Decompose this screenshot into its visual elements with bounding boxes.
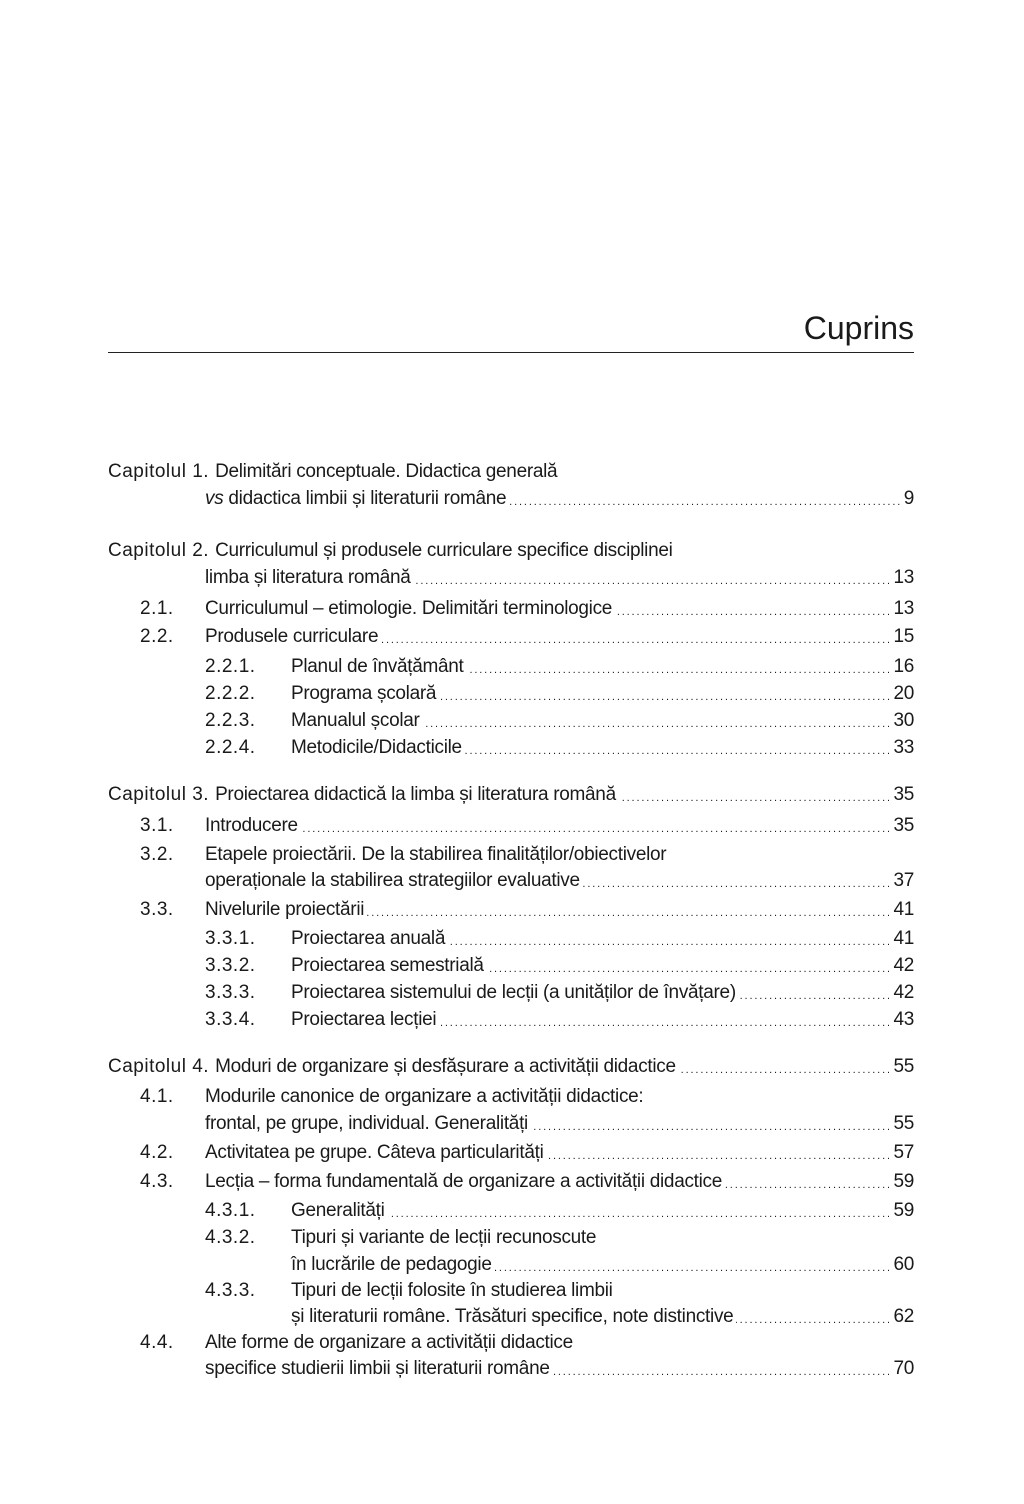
- toc-entry-title: [291, 1253, 492, 1277]
- toc-entry-emphasis: vs: [205, 488, 224, 509]
- dot-leader: [465, 736, 890, 760]
- toc-entry-page: 42: [893, 982, 914, 1003]
- toc-entry-text: operaționale la stabilirea strategiilor evaluative: [205, 870, 580, 891]
- dot-leader: [381, 625, 889, 649]
- toc-entry-text: Planul de învățământ: [291, 656, 464, 677]
- toc-entry-text: Manualul școlar: [291, 710, 420, 731]
- toc-entry-line[interactable]: [205, 625, 914, 649]
- toc-entry-page: 43: [893, 1009, 914, 1030]
- toc-entry-page: 59: [893, 1171, 914, 1192]
- toc-entry-number: 4.1.: [140, 1086, 174, 1107]
- toc-entry-line[interactable]: [205, 814, 914, 838]
- toc-entry-title: [291, 1305, 733, 1329]
- toc-entry-number: 3.3.1.: [205, 928, 256, 949]
- toc-entry-line[interactable]: [205, 597, 914, 621]
- title-rule: [108, 352, 914, 353]
- toc-entry-page: 30: [893, 710, 914, 731]
- toc-entry-text: Proiectarea sistemului de lecții (a unităților de învățare): [291, 982, 736, 1003]
- toc-entry-title: [291, 709, 420, 733]
- toc-entry-page: 41: [893, 928, 914, 949]
- toc-entry-line[interactable]: [291, 655, 914, 679]
- toc-entry-line[interactable]: [215, 783, 914, 807]
- toc-entry-text: Proiectarea didactică la limba și literatura română: [215, 784, 616, 805]
- toc-entry-line[interactable]: [205, 566, 914, 590]
- toc-entry-page: 55: [893, 1056, 914, 1077]
- toc-entry-line[interactable]: [291, 1008, 914, 1032]
- toc-entry-number: 4.4.: [140, 1332, 174, 1353]
- dot-leader: [423, 709, 890, 733]
- toc-entry-line[interactable]: [291, 1226, 914, 1250]
- toc-entry-line[interactable]: [205, 1141, 914, 1165]
- toc-entry-line[interactable]: [205, 1170, 914, 1194]
- toc-entry-number: Capitolul 3.: [108, 784, 210, 805]
- toc-entry-title: [205, 625, 378, 649]
- dot-leader: [583, 869, 890, 893]
- toc-entry-page: 15: [893, 626, 914, 647]
- toc-entry-line[interactable]: [291, 1279, 914, 1303]
- dot-leader: [367, 898, 889, 922]
- toc-entry-page: 55: [893, 1113, 914, 1134]
- toc-entry-title: [205, 1357, 550, 1381]
- toc-entry-text: didactica limbii și literaturii române: [223, 488, 507, 509]
- dot-leader: [736, 1305, 889, 1329]
- toc-entry-text: Programa școlară: [291, 683, 437, 704]
- toc-entry-number: 4.2.: [140, 1142, 174, 1163]
- dot-leader: [439, 682, 889, 706]
- toc-entry-number: 2.2.1.: [205, 656, 256, 677]
- toc-entry-line[interactable]: [205, 1331, 914, 1355]
- toc-entry-title: [291, 655, 464, 679]
- toc-entry-line[interactable]: [215, 1055, 914, 1079]
- toc-entry-number: 4.3.2.: [205, 1227, 256, 1248]
- toc-entry-text: Proiectarea lecției: [291, 1009, 437, 1030]
- dot-leader: [467, 655, 890, 679]
- toc-entry-number: Capitolul 2.: [108, 540, 210, 561]
- toc-entry-page: 13: [893, 598, 914, 619]
- toc-entry-page: 60: [893, 1254, 914, 1275]
- toc-entry-title: Tipuri de lecții folosite în studierea limbii: [291, 1280, 613, 1301]
- dot-leader: [301, 814, 890, 838]
- toc-entry-page: 42: [893, 955, 914, 976]
- toc-entry-line[interactable]: [205, 869, 914, 893]
- dot-leader: [725, 1170, 889, 1194]
- toc-entry-title: [215, 783, 616, 807]
- toc-entry-number: 2.2.4.: [205, 737, 256, 758]
- toc-entry-page: 20: [893, 683, 914, 704]
- toc-entry-title: [205, 814, 298, 838]
- toc-entry-number: 2.2.2.: [205, 683, 256, 704]
- toc-entry-line[interactable]: [291, 954, 914, 978]
- toc-entry-title: [205, 898, 364, 922]
- toc-entry-page: 9: [903, 488, 914, 509]
- toc-entry-line[interactable]: [291, 1253, 914, 1277]
- toc-entry-text: Nivelurile proiectării: [205, 899, 365, 920]
- toc-entry-title: [291, 682, 436, 706]
- toc-entry-line[interactable]: [215, 460, 914, 484]
- toc-entry-title: Curriculumul și produsele curriculare specifice disciplinei: [215, 540, 673, 561]
- toc-entry-text: Metodicile/Didacticile: [291, 737, 462, 758]
- page-title: Cuprins: [803, 310, 914, 346]
- toc-entry-line[interactable]: [205, 898, 914, 922]
- dot-leader: [439, 1008, 889, 1032]
- toc-entry-text: Activitatea pe grupe. Câteva particularități: [205, 1142, 544, 1163]
- toc-entry-page: 16: [893, 656, 914, 677]
- toc-entry-line[interactable]: [291, 682, 914, 706]
- toc-entry-title: [205, 487, 506, 511]
- toc-entry-line[interactable]: [291, 981, 914, 1005]
- toc-entry-number: 2.1.: [140, 598, 174, 619]
- toc-entry-title: [205, 869, 580, 893]
- toc-entry-number: 2.2.3.: [205, 710, 256, 731]
- toc-entry-line[interactable]: [291, 709, 914, 733]
- toc-entry-title: Delimitări conceptuale. Didactica generală: [215, 461, 558, 482]
- dot-leader: [553, 1357, 890, 1381]
- toc-entry-number: 4.3.: [140, 1171, 174, 1192]
- toc-entry-title: [215, 1055, 676, 1079]
- toc-entry-title: [291, 954, 484, 978]
- toc-entry-title: [291, 981, 736, 1005]
- toc-entry-number: 3.3.2.: [205, 955, 256, 976]
- toc-entry-text: Produsele curriculare: [205, 626, 379, 647]
- dot-leader: [495, 1253, 890, 1277]
- toc-entry-number: 3.2.: [140, 844, 174, 865]
- toc-entry-text: Introducere: [205, 815, 298, 836]
- toc-entry-line[interactable]: [205, 1112, 914, 1136]
- toc-entry-text: Curriculumul – etimologie. Delimitări terminologice: [205, 598, 613, 619]
- toc-entry-number: 3.3.3.: [205, 982, 256, 1003]
- toc-entry-line[interactable]: [291, 1305, 914, 1329]
- toc-entry-page: 62: [893, 1306, 914, 1327]
- toc-entry-page: 35: [893, 815, 914, 836]
- toc-entry-text: frontal, pe grupe, individual. Generalități: [205, 1113, 528, 1134]
- toc-entry-line[interactable]: [205, 487, 914, 511]
- toc-entry-text: Lecția – forma fundamentală de organizare a activității didactice: [205, 1171, 723, 1192]
- toc-entry-number: Capitolul 1.: [108, 461, 210, 482]
- toc-entry-text: și literaturii române. Trăsături specifice, note distinctive: [291, 1306, 734, 1327]
- toc-entry-line[interactable]: [205, 1357, 914, 1381]
- toc-entry-page: 41: [893, 899, 914, 920]
- toc-entry-line[interactable]: [205, 843, 914, 867]
- toc-entry-page: 35: [893, 784, 914, 805]
- toc-entry-title: [291, 736, 462, 760]
- toc-entry-number: 3.1.: [140, 815, 174, 836]
- dot-leader: [615, 597, 889, 621]
- dot-leader: [679, 1055, 890, 1079]
- dot-leader: [414, 566, 890, 590]
- toc-entry-text: Moduri de organizare și desfășurare a activității didactice: [215, 1056, 676, 1077]
- toc-entry-title: Modurile canonice de organizare a activității didactice:: [205, 1086, 644, 1107]
- toc-entry-title: Etapele proiectării. De la stabilirea finalităților/obiectivelor: [205, 844, 667, 865]
- toc-entry-title: [205, 597, 612, 621]
- toc-entry-page: 57: [893, 1142, 914, 1163]
- toc-entry-number: 2.2.: [140, 626, 174, 647]
- dot-leader: [448, 927, 889, 951]
- toc-entry-line[interactable]: [291, 927, 914, 951]
- toc-entry-title: [205, 1170, 722, 1194]
- toc-entry-text: Proiectarea anuală: [291, 928, 446, 949]
- toc-entry-line[interactable]: [215, 539, 914, 563]
- dot-leader: [619, 783, 890, 807]
- toc-entry-number: 3.3.4.: [205, 1009, 256, 1030]
- toc-entry-text: specifice studierii limbii și literaturii române: [205, 1358, 550, 1379]
- toc-entry-number: 4.3.1.: [205, 1200, 256, 1221]
- toc-entry-text: în lucrările de pedagogie: [291, 1254, 492, 1275]
- toc-entry-page: 13: [893, 567, 914, 588]
- toc-entry-number: 3.3.: [140, 899, 174, 920]
- toc-entry-title: [205, 1112, 528, 1136]
- toc-entry-number: 4.3.3.: [205, 1280, 256, 1301]
- toc-entry-title: [291, 1199, 385, 1223]
- toc-entry-title: [205, 566, 411, 590]
- toc-entry-number: Capitolul 4.: [108, 1056, 210, 1077]
- toc-entry-title: [291, 927, 445, 951]
- toc-entry-page: 70: [893, 1358, 914, 1379]
- toc-entry-title: Tipuri și variante de lecții recunoscute: [291, 1227, 597, 1248]
- toc-entry-text: Proiectarea semestrială: [291, 955, 484, 976]
- toc-entry-line[interactable]: [291, 1199, 914, 1223]
- toc-entry-title: [291, 1008, 436, 1032]
- dot-leader: [509, 487, 899, 511]
- toc-entry-text: limba și literatura română: [205, 567, 411, 588]
- dot-leader: [531, 1112, 889, 1136]
- dot-leader: [388, 1199, 890, 1223]
- toc-entry-text: Generalități: [291, 1200, 385, 1221]
- toc-entry-page: 37: [893, 870, 914, 891]
- toc-entry-page: 33: [893, 737, 914, 758]
- toc-entry-page: 59: [893, 1200, 914, 1221]
- toc-entry-line[interactable]: [291, 736, 914, 760]
- dot-leader: [487, 954, 890, 978]
- toc-entry-line[interactable]: [205, 1085, 914, 1109]
- dot-leader: [739, 981, 890, 1005]
- toc-entry-title: [205, 1141, 544, 1165]
- dot-leader: [547, 1141, 890, 1165]
- toc-entry-title: Alte forme de organizare a activității didactice: [205, 1332, 573, 1353]
